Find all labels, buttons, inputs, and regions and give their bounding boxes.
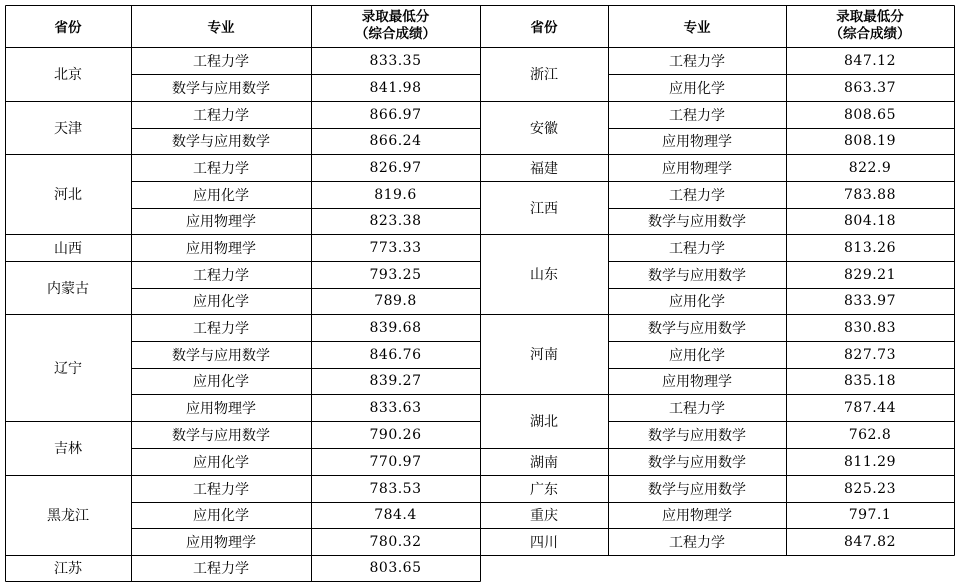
score-cell: 803.65 [369, 560, 422, 576]
province-cell: 山东 [530, 267, 558, 283]
major-cell: 应用物理学 [186, 400, 256, 417]
header-score-line1: 录取最低分 [361, 9, 430, 25]
score-cell: 829.21 [844, 266, 896, 283]
province-cell: 湖北 [530, 414, 558, 430]
province-cell: 福建 [530, 160, 558, 177]
score-cell: 790.26 [369, 426, 422, 443]
score-cell: 784.4 [374, 507, 417, 523]
major-cell: 工程力学 [669, 53, 725, 70]
major-cell: 工程力学 [193, 107, 249, 124]
major-cell: 工程力学 [669, 534, 725, 551]
province-cell: 广东 [530, 481, 558, 498]
major-cell: 数学与应用数学 [172, 427, 270, 444]
score-cell: 762.8 [848, 426, 892, 443]
score-cell: 833.63 [369, 399, 422, 416]
major-cell: 工程力学 [193, 561, 249, 577]
province-cell: 黑龙江 [47, 508, 89, 524]
major-cell: 应用化学 [669, 294, 725, 310]
score-cell: 866.24 [369, 133, 422, 149]
major-cell: 应用化学 [193, 454, 249, 471]
header-score-line2: （综合成绩） [355, 26, 436, 42]
header-score-left [311, 5, 480, 47]
score-cell: 839.27 [369, 373, 422, 389]
province-cell: 湖南 [530, 454, 558, 471]
score-cell: 780.32 [369, 533, 422, 550]
major-cell: 应用物理学 [662, 160, 732, 177]
major-cell: 应用化学 [669, 80, 725, 97]
score-cell: 839.68 [369, 319, 422, 336]
major-cell: 数学与应用数学 [648, 481, 746, 498]
major-cell: 工程力学 [669, 240, 725, 257]
major-cell: 应用物理学 [662, 134, 732, 150]
major-cell: 数学与应用数学 [172, 80, 270, 97]
major-cell: 应用物理学 [186, 534, 256, 551]
score-cell: 823.38 [369, 213, 422, 229]
score-cell: 808.19 [844, 133, 896, 149]
score-cell: 797.1 [848, 507, 892, 523]
score-cell: 813.26 [844, 239, 896, 256]
major-cell: 应用化学 [193, 294, 249, 310]
major-cell: 应用化学 [193, 508, 249, 524]
major-cell: 工程力学 [669, 107, 725, 124]
score-cell: 825.23 [844, 480, 896, 497]
score-cell: 773.33 [369, 239, 422, 256]
header-score-line2: （综合成绩） [829, 26, 911, 42]
major-cell: 工程力学 [193, 160, 249, 177]
score-cell: 783.53 [369, 480, 422, 497]
score-cell: 847.82 [844, 533, 896, 550]
major-cell: 工程力学 [193, 53, 249, 70]
header-score-line1: 录取最低分 [836, 9, 904, 25]
major-cell: 数学与应用数学 [648, 320, 746, 337]
major-cell: 应用化学 [193, 187, 249, 204]
province-cell: 河南 [530, 347, 558, 363]
province-cell: 河北 [54, 187, 82, 203]
major-cell: 数学与应用数学 [648, 267, 746, 284]
score-cell: 863.37 [844, 79, 896, 96]
score-cell: 866.97 [369, 106, 422, 123]
major-cell: 工程力学 [193, 267, 249, 284]
major-cell: 数学与应用数学 [172, 347, 270, 364]
score-cell: 846.76 [369, 346, 422, 363]
province-cell: 北京 [54, 67, 82, 83]
score-cell: 827.73 [844, 346, 896, 363]
score-cell: 811.29 [844, 453, 896, 470]
header-major-right: 专业 [683, 20, 711, 36]
province-cell: 安徽 [530, 120, 558, 137]
score-cell: 793.25 [369, 266, 422, 283]
header-province-left: 省份 [54, 20, 82, 36]
major-cell: 应用物理学 [186, 214, 256, 230]
score-cell: 830.83 [844, 319, 896, 336]
major-cell: 工程力学 [669, 400, 725, 417]
major-cell: 数学与应用数学 [172, 134, 270, 150]
header-score-right [786, 5, 954, 47]
province-cell: 浙江 [530, 67, 558, 83]
major-cell: 数学与应用数学 [648, 454, 746, 471]
major-cell: 数学与应用数学 [648, 214, 746, 230]
score-cell: 789.8 [374, 293, 417, 309]
province-cell: 山西 [54, 240, 82, 257]
score-cell: 841.98 [369, 79, 422, 96]
province-cell: 辽宁 [54, 360, 82, 377]
major-cell: 应用化学 [193, 374, 249, 390]
header-major-left: 专业 [207, 20, 235, 36]
score-cell: 847.12 [844, 52, 896, 69]
province-cell: 江苏 [54, 561, 82, 577]
score-cell: 833.35 [369, 52, 422, 69]
score-cell: 835.18 [844, 373, 896, 389]
major-cell: 工程力学 [193, 320, 249, 337]
province-cell: 四川 [530, 534, 558, 551]
major-cell: 应用物理学 [662, 374, 732, 390]
major-cell: 应用物理学 [186, 240, 256, 257]
score-cell: 826.97 [369, 159, 422, 176]
major-cell: 数学与应用数学 [648, 427, 746, 444]
province-cell: 天津 [54, 120, 82, 137]
major-cell: 工程力学 [193, 481, 249, 498]
score-cell: 833.97 [844, 293, 896, 309]
major-cell: 应用物理学 [662, 508, 732, 524]
province-cell: 吉林 [54, 441, 82, 457]
score-cell: 770.97 [369, 453, 422, 470]
major-cell: 工程力学 [669, 187, 725, 204]
score-cell: 819.6 [374, 186, 417, 203]
header-province-right: 省份 [530, 20, 558, 36]
score-cell: 783.88 [844, 186, 896, 203]
province-cell: 江西 [530, 200, 558, 217]
province-cell: 重庆 [530, 508, 558, 524]
score-cell: 804.18 [844, 213, 896, 229]
score-cell: 808.65 [844, 106, 896, 123]
major-cell: 应用化学 [669, 347, 725, 364]
score-cell: 822.9 [848, 159, 892, 176]
province-cell: 内蒙古 [47, 280, 89, 297]
score-cell: 787.44 [844, 399, 896, 416]
